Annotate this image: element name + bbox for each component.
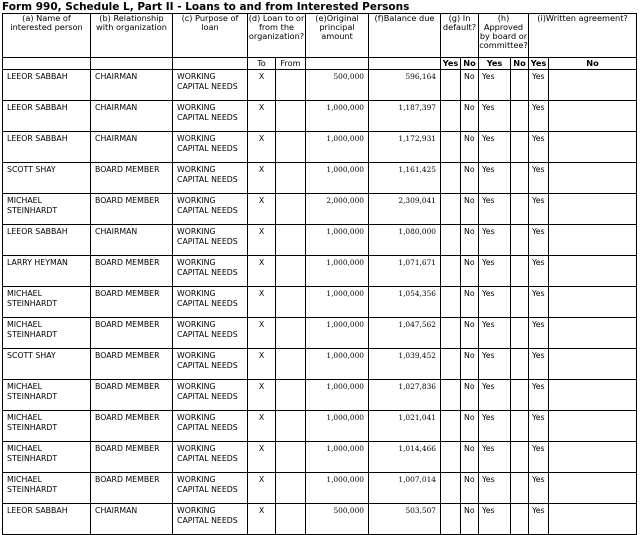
cell-to: X bbox=[248, 318, 276, 349]
cell-relationship: CHAIRMAN bbox=[91, 101, 173, 132]
cell-balance: 1,080,000 bbox=[369, 225, 441, 256]
cell-relationship: CHAIRMAN bbox=[91, 225, 173, 256]
cell-written-no bbox=[549, 473, 637, 504]
cell-balance: 1,014,466 bbox=[369, 442, 441, 473]
cell-purpose: WORKING CAPITAL NEEDS bbox=[173, 163, 248, 194]
cell-original: 1,000,000 bbox=[306, 101, 369, 132]
cell-original: 1,000,000 bbox=[306, 349, 369, 380]
cell-default-yes bbox=[441, 504, 461, 535]
table-row bbox=[3, 349, 637, 380]
cell-from bbox=[276, 194, 306, 225]
cell-written-no bbox=[549, 504, 637, 535]
table-row bbox=[3, 473, 637, 504]
cell-purpose: WORKING CAPITAL NEEDS bbox=[173, 194, 248, 225]
cell-default-yes bbox=[441, 101, 461, 132]
table-row bbox=[3, 380, 637, 411]
cell-to: X bbox=[248, 163, 276, 194]
cell-relationship: BOARD MEMBER bbox=[91, 349, 173, 380]
cell-relationship: BOARD MEMBER bbox=[91, 194, 173, 225]
cell-purpose: WORKING CAPITAL NEEDS bbox=[173, 256, 248, 287]
cell-written-yes: Yes bbox=[529, 318, 549, 349]
cell-to: X bbox=[248, 473, 276, 504]
cell-relationship: BOARD MEMBER bbox=[91, 442, 173, 473]
cell-default-no: No bbox=[461, 411, 479, 442]
cell-written-yes: Yes bbox=[529, 101, 549, 132]
cell-purpose: WORKING CAPITAL NEEDS bbox=[173, 101, 248, 132]
cell-balance: 1,047,562 bbox=[369, 318, 441, 349]
cell-name: MICHAEL STEINHARDT bbox=[3, 411, 91, 442]
cell-from bbox=[276, 132, 306, 163]
cell-to: X bbox=[248, 256, 276, 287]
cell-relationship: CHAIRMAN bbox=[91, 504, 173, 535]
cell-from bbox=[276, 70, 306, 101]
cell-default-yes bbox=[441, 318, 461, 349]
cell-written-yes: Yes bbox=[529, 349, 549, 380]
header-name: (a) Name of interested person bbox=[3, 14, 91, 58]
cell-approved-no bbox=[511, 70, 529, 101]
cell-default-no: No bbox=[461, 101, 479, 132]
cell-default-yes bbox=[441, 380, 461, 411]
cell-default-no: No bbox=[461, 287, 479, 318]
cell-approved-yes: Yes bbox=[479, 70, 511, 101]
cell-approved-yes: Yes bbox=[479, 194, 511, 225]
table-row bbox=[3, 101, 637, 132]
cell-from bbox=[276, 163, 306, 194]
cell-to: X bbox=[248, 132, 276, 163]
cell-from bbox=[276, 225, 306, 256]
cell-default-no: No bbox=[461, 163, 479, 194]
cell-written-yes: Yes bbox=[529, 473, 549, 504]
cell-relationship: BOARD MEMBER bbox=[91, 380, 173, 411]
cell-purpose: WORKING CAPITAL NEEDS bbox=[173, 70, 248, 101]
subheader-written-no: No bbox=[549, 58, 637, 70]
cell-purpose: WORKING CAPITAL NEEDS bbox=[173, 411, 248, 442]
subheader-default-no: No bbox=[461, 58, 479, 70]
cell-purpose: WORKING CAPITAL NEEDS bbox=[173, 318, 248, 349]
cell-original: 1,000,000 bbox=[306, 473, 369, 504]
cell-written-no bbox=[549, 225, 637, 256]
cell-purpose: WORKING CAPITAL NEEDS bbox=[173, 132, 248, 163]
cell-approved-no bbox=[511, 349, 529, 380]
cell-written-yes: Yes bbox=[529, 132, 549, 163]
table-row bbox=[3, 318, 637, 349]
cell-from bbox=[276, 256, 306, 287]
table-row bbox=[3, 442, 637, 473]
cell-approved-no bbox=[511, 473, 529, 504]
cell-from bbox=[276, 380, 306, 411]
cell-written-yes: Yes bbox=[529, 504, 549, 535]
cell-default-yes bbox=[441, 411, 461, 442]
cell-name: SCOTT SHAY bbox=[3, 163, 91, 194]
cell-balance: 2,309,041 bbox=[369, 194, 441, 225]
cell-written-yes: Yes bbox=[529, 225, 549, 256]
cell-relationship: BOARD MEMBER bbox=[91, 256, 173, 287]
cell-written-no bbox=[549, 411, 637, 442]
header-approved: (h) Approved by board or committee? bbox=[479, 14, 529, 58]
cell-relationship: BOARD MEMBER bbox=[91, 318, 173, 349]
cell-default-yes bbox=[441, 442, 461, 473]
cell-original: 1,000,000 bbox=[306, 225, 369, 256]
cell-name: LEEOR SABBAH bbox=[3, 70, 91, 101]
cell-original: 1,000,000 bbox=[306, 163, 369, 194]
cell-default-no: No bbox=[461, 318, 479, 349]
cell-original: 1,000,000 bbox=[306, 442, 369, 473]
cell-default-no: No bbox=[461, 442, 479, 473]
cell-written-no bbox=[549, 101, 637, 132]
cell-default-yes bbox=[441, 194, 461, 225]
cell-written-no bbox=[549, 70, 637, 101]
cell-from bbox=[276, 318, 306, 349]
header-written-agreement: (i)Written agreement? bbox=[529, 14, 637, 58]
cell-relationship: CHAIRMAN bbox=[91, 70, 173, 101]
cell-default-no: No bbox=[461, 504, 479, 535]
cell-to: X bbox=[248, 225, 276, 256]
cell-default-no: No bbox=[461, 194, 479, 225]
cell-from bbox=[276, 349, 306, 380]
cell-balance: 1,007,014 bbox=[369, 473, 441, 504]
table-row bbox=[3, 132, 637, 163]
subheader-from: From bbox=[276, 58, 306, 70]
cell-approved-no bbox=[511, 194, 529, 225]
cell-written-no bbox=[549, 349, 637, 380]
cell-name: LARRY HEYMAN bbox=[3, 256, 91, 287]
cell-balance: 1,161,425 bbox=[369, 163, 441, 194]
cell-balance: 1,187,397 bbox=[369, 101, 441, 132]
cell-original: 2,000,000 bbox=[306, 194, 369, 225]
cell-to: X bbox=[248, 411, 276, 442]
cell-default-yes bbox=[441, 256, 461, 287]
cell-written-no bbox=[549, 256, 637, 287]
cell-default-no: No bbox=[461, 380, 479, 411]
cell-default-yes bbox=[441, 473, 461, 504]
cell-written-yes: Yes bbox=[529, 194, 549, 225]
cell-written-no bbox=[549, 287, 637, 318]
loans-table bbox=[2, 13, 637, 535]
cell-default-no: No bbox=[461, 349, 479, 380]
cell-default-no: No bbox=[461, 70, 479, 101]
cell-default-no: No bbox=[461, 473, 479, 504]
cell-from bbox=[276, 504, 306, 535]
cell-written-yes: Yes bbox=[529, 380, 549, 411]
cell-purpose: WORKING CAPITAL NEEDS bbox=[173, 225, 248, 256]
cell-default-yes bbox=[441, 70, 461, 101]
cell-written-no bbox=[549, 318, 637, 349]
cell-approved-no bbox=[511, 442, 529, 473]
cell-original: 1,000,000 bbox=[306, 380, 369, 411]
cell-purpose: WORKING CAPITAL NEEDS bbox=[173, 504, 248, 535]
cell-purpose: WORKING CAPITAL NEEDS bbox=[173, 349, 248, 380]
cell-approved-no bbox=[511, 225, 529, 256]
cell-approved-yes: Yes bbox=[479, 380, 511, 411]
cell-approved-yes: Yes bbox=[479, 256, 511, 287]
cell-to: X bbox=[248, 349, 276, 380]
cell-relationship: BOARD MEMBER bbox=[91, 287, 173, 318]
cell-written-no bbox=[549, 132, 637, 163]
cell-balance: 503,507 bbox=[369, 504, 441, 535]
cell-name: MICHAEL STEINHARDT bbox=[3, 473, 91, 504]
cell-balance: 1,021,041 bbox=[369, 411, 441, 442]
table-row bbox=[3, 287, 637, 318]
cell-approved-yes: Yes bbox=[479, 318, 511, 349]
cell-approved-no bbox=[511, 380, 529, 411]
cell-approved-no bbox=[511, 504, 529, 535]
cell-original: 1,000,000 bbox=[306, 287, 369, 318]
subheader-written-yes: Yes bbox=[529, 58, 549, 70]
cell-from bbox=[276, 411, 306, 442]
cell-approved-yes: Yes bbox=[479, 442, 511, 473]
cell-original: 1,000,000 bbox=[306, 256, 369, 287]
table-row bbox=[3, 163, 637, 194]
cell-name: LEEOR SABBAH bbox=[3, 101, 91, 132]
cell-written-yes: Yes bbox=[529, 70, 549, 101]
header-original-amount: (e)Original principal amount bbox=[306, 14, 369, 58]
cell-name: LEEOR SABBAH bbox=[3, 225, 91, 256]
cell-name: SCOTT SHAY bbox=[3, 349, 91, 380]
cell-relationship: BOARD MEMBER bbox=[91, 411, 173, 442]
cell-from bbox=[276, 287, 306, 318]
cell-written-yes: Yes bbox=[529, 442, 549, 473]
cell-written-no bbox=[549, 194, 637, 225]
table-row bbox=[3, 504, 637, 535]
cell-approved-yes: Yes bbox=[479, 411, 511, 442]
cell-to: X bbox=[248, 101, 276, 132]
cell-original: 500,000 bbox=[306, 70, 369, 101]
cell-original: 1,000,000 bbox=[306, 132, 369, 163]
cell-approved-no bbox=[511, 318, 529, 349]
cell-original: 500,000 bbox=[306, 504, 369, 535]
cell-approved-yes: Yes bbox=[479, 132, 511, 163]
cell-approved-yes: Yes bbox=[479, 225, 511, 256]
cell-balance: 1,027,836 bbox=[369, 380, 441, 411]
cell-balance: 596,164 bbox=[369, 70, 441, 101]
table-row bbox=[3, 256, 637, 287]
cell-written-yes: Yes bbox=[529, 287, 549, 318]
cell-purpose: WORKING CAPITAL NEEDS bbox=[173, 380, 248, 411]
table-row bbox=[3, 70, 637, 101]
cell-approved-no bbox=[511, 411, 529, 442]
cell-name: MICHAEL STEINHARDT bbox=[3, 287, 91, 318]
header-loan-direction: (d) Loan to or from the organization? bbox=[248, 14, 306, 58]
cell-original: 1,000,000 bbox=[306, 318, 369, 349]
cell-name: LEEOR SABBAH bbox=[3, 504, 91, 535]
subheader-to: To bbox=[248, 58, 276, 70]
cell-to: X bbox=[248, 70, 276, 101]
cell-default-yes bbox=[441, 287, 461, 318]
cell-name: MICHAEL STEINHARDT bbox=[3, 380, 91, 411]
cell-approved-yes: Yes bbox=[479, 349, 511, 380]
cell-approved-yes: Yes bbox=[479, 287, 511, 318]
cell-approved-yes: Yes bbox=[479, 473, 511, 504]
cell-from bbox=[276, 101, 306, 132]
header-balance-due: (f)Balance due bbox=[369, 14, 441, 58]
cell-default-yes bbox=[441, 225, 461, 256]
cell-name: LEEOR SABBAH bbox=[3, 132, 91, 163]
cell-approved-no bbox=[511, 132, 529, 163]
cell-written-no bbox=[549, 380, 637, 411]
cell-approved-no bbox=[511, 101, 529, 132]
cell-default-yes bbox=[441, 349, 461, 380]
page-title: Form 990, Schedule L, Part II - Loans to and from Interested Persons bbox=[2, 1, 410, 13]
cell-relationship: BOARD MEMBER bbox=[91, 163, 173, 194]
cell-approved-yes: Yes bbox=[479, 101, 511, 132]
cell-approved-yes: Yes bbox=[479, 163, 511, 194]
table-row bbox=[3, 411, 637, 442]
cell-approved-no bbox=[511, 163, 529, 194]
cell-balance: 1,071,671 bbox=[369, 256, 441, 287]
cell-purpose: WORKING CAPITAL NEEDS bbox=[173, 287, 248, 318]
cell-purpose: WORKING CAPITAL NEEDS bbox=[173, 473, 248, 504]
cell-relationship: BOARD MEMBER bbox=[91, 473, 173, 504]
subheader-approved-no: No bbox=[511, 58, 529, 70]
cell-written-yes: Yes bbox=[529, 163, 549, 194]
header-purpose: (c) Purpose of loan bbox=[173, 14, 248, 58]
cell-default-no: No bbox=[461, 256, 479, 287]
cell-to: X bbox=[248, 442, 276, 473]
cell-balance: 1,172,931 bbox=[369, 132, 441, 163]
cell-approved-yes: Yes bbox=[479, 504, 511, 535]
cell-default-no: No bbox=[461, 225, 479, 256]
subheader-default-yes: Yes bbox=[441, 58, 461, 70]
cell-to: X bbox=[248, 380, 276, 411]
cell-name: MICHAEL STEINHARDT bbox=[3, 194, 91, 225]
cell-to: X bbox=[248, 287, 276, 318]
cell-purpose: WORKING CAPITAL NEEDS bbox=[173, 442, 248, 473]
cell-relationship: CHAIRMAN bbox=[91, 132, 173, 163]
cell-approved-no bbox=[511, 287, 529, 318]
cell-balance: 1,039,452 bbox=[369, 349, 441, 380]
table-row bbox=[3, 194, 637, 225]
cell-written-no bbox=[549, 442, 637, 473]
cell-to: X bbox=[248, 194, 276, 225]
cell-written-yes: Yes bbox=[529, 411, 549, 442]
cell-balance: 1,054,356 bbox=[369, 287, 441, 318]
cell-name: MICHAEL STEINHARDT bbox=[3, 318, 91, 349]
cell-to: X bbox=[248, 504, 276, 535]
table-row bbox=[3, 225, 637, 256]
header-relationship: (b) Relationship with organization bbox=[91, 14, 173, 58]
cell-approved-no bbox=[511, 256, 529, 287]
cell-from bbox=[276, 473, 306, 504]
header-in-default: (g) In default? bbox=[441, 14, 479, 58]
cell-name: MICHAEL STEINHARDT bbox=[3, 442, 91, 473]
cell-default-yes bbox=[441, 163, 461, 194]
cell-default-no: No bbox=[461, 132, 479, 163]
cell-original: 1,000,000 bbox=[306, 411, 369, 442]
cell-from bbox=[276, 442, 306, 473]
subheader-approved-yes: Yes bbox=[479, 58, 511, 70]
cell-written-yes: Yes bbox=[529, 256, 549, 287]
cell-written-no bbox=[549, 163, 637, 194]
cell-default-yes bbox=[441, 132, 461, 163]
